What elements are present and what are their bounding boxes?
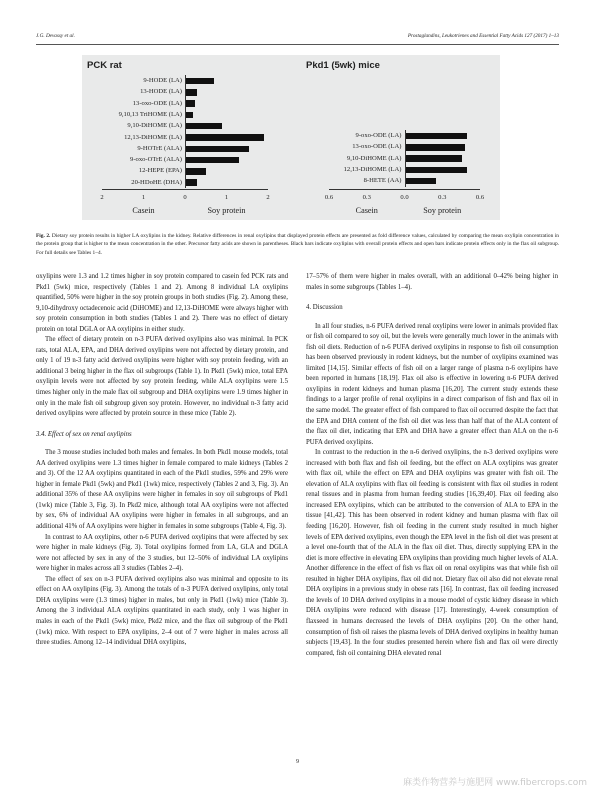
panel-title-pck: PCK rat (87, 60, 122, 71)
category-label: 13-oxo-ODE (LA) (352, 143, 402, 151)
category-label: 20-HDoHE (DHA) (131, 178, 182, 186)
paragraph: In all four studies, n-6 PUFA derived renal oxylipins were lower in animals provided flax or fish oil compared to soy oil, but the levels were generally much lower in the animals with fish oil diets. Reduction of n-6 PUFA derived oxylipins in response to fish oil consumption has been observed previously in rodent kidneys, but the number of oxylipins examined was limited [14,15]. Similar effects of fish oil on a larger range of plasma n-6 oxylipins have been reported in humans [18,19]. Flax oil also is effective in lowering n-6 PUFA derived oxylipins in rodent kidneys and human plasma [16,20]. The current study extends these findings to a larger profile of renal oxylipins in a direct comparison of fish and flax oil in the same model. The greater effect of fish compared to flax oil occurred despite the fact that the EPA and DHA content of the fish oil diet was less than half that of the ALA content of the flax oil diet, indicating that EPA and DHA have a greater effect than ALA on the n-6 PUFA derived oxylipins. (306, 322, 558, 446)
paragraph: The 3 mouse studies included both males and females. In both Pkd1 mouse models, total AA derived oxylipins were 1.3 times higher in female compared to male kidneys (Tables 2 and 3). Of the 12 AA oxylipins quantitated in each of the Pkd1 studies, 59% and 29% were higher in female Pkd1 (5wk) and Pkd1 (1wk) mice, respectively (Tables 2 and 3, Fig. 3). An additional 35% of these AA oxylipins were higher in females in soy oil subgroups of Pkd1 (1wk) mice (Table 3, Fig. 3). In Pkd2 mice, although total AA oxylipins were not affected by sex, 6% of individual AA oxylipins were higher in females in all subgroups, and an additional 41% of AA oxylipins were higher in females in some subgroups (Table 4, Fig. 3). (36, 449, 288, 531)
paragraph: The effect of dietary protein on n-3 PUFA derived oxylipins also was minimal. In PCK rats, total ALA, EPA, and DHA derived oxylipins were not affected by dietary protein, and only 1 of 19 n-3 fatty acid derived oxylipins were higher with soy protein feeding, with an additional 3 being higher in the flax oil subgroups (Table 1). In Pkd1 (5wk) mice, total EPA oxylipin levels were not affected by soy protein feeding, while ALA oxylipins were 1.5 times higher only in the male flax oil subgroup and DHA oxylipins were 1.9 times higher in only in the male fish oil subgroup given soy protein. However, no individual n-3 fatty acid derived oxylipins were affected by protein source in these mice (Table 2). (36, 336, 288, 418)
x-tick-label: 1 (141, 194, 146, 201)
page-number: 9 (296, 759, 299, 765)
caption-label: Fig. 2. (36, 233, 51, 239)
running-header-authors: J.G. Devassy et al. (36, 33, 75, 39)
x-tick-label: 0.3 (438, 194, 447, 201)
paragraph: In contrast to the reduction in the n-6 derived oxylipins, the n-3 derived oxylipins were increased with both flax and fish oil feeding, but the effect on ALA oxylipins was greater with flax oil, while the effect on EPA and DHA oxylipins was greater with fish oil. The elevation of ALA oxylipins with flax oil feeding is consistent with flax oil studies in rodent renal tissues and in plasma from human feeding studies [16,39,40]. Flax oil feeding also increased EPA oxylipins, which can be attributed to the conversion of ALA to EPA in the tissue [41,42]. This has been observed in rodent kidney and human plasma with flax oil feeding [16,20]. However, fish oil feeding in the current study resulted in much higher levels of EPA derived oxylipins, even though the EPA level in the fish oil diet was present at a level one-fourth that of the ALA in the flax oil diet. Thus, directly supplying EPA in the diet is more effective in elevating EPA oxylipins than providing much higher levels of ALA. Another difference in the effect of fish vs flax oil on renal oxylipins was that while fish oil resulted in higher DHA oxylipins, flax oil did not. Dietary flax oil also did not elevate renal DHA oxylipins in a previous study in obese rats [16]. In contrast, flax oil feeding increased the levels of 10 DHA derived oxylipins in a mouse model of cystic kidney disease in which DHA oxylipins were reduced with disease [17]. Interestingly, 4-week consumption of flaxseed in humans decreased the levels of DHA oxylipins [20]. On the other hand, consumption of fish oil raises the plasma levels of DHA derived oxylipins in healthy human subjects [19,43]. In the four studies presented herein where fish and flax oil were directly compared, fish oil containing DHA elevated renal (306, 449, 558, 657)
data-bar (405, 167, 468, 174)
zero-axis-line (185, 75, 186, 188)
section-heading: 3.4. Effect of sex on renal oxylipins (36, 430, 132, 438)
watermark: 麻类作物营养与施肥网 www.fibercrops.com (403, 778, 587, 788)
category-label: 9-oxo-ODE (LA) (355, 132, 402, 139)
data-bar (185, 78, 214, 85)
figure-2 (82, 55, 500, 220)
data-bar (185, 157, 239, 164)
x-group-label: Soy protein (423, 206, 462, 215)
data-bar (405, 178, 436, 185)
zero-axis-line (405, 130, 406, 187)
data-bar (185, 112, 193, 119)
data-bar (185, 89, 197, 96)
category-label: 9-oxo-OTrE (ALA) (130, 156, 182, 164)
x-group-label: Soy protein (207, 206, 246, 215)
x-tick-label: 0.6 (475, 194, 485, 201)
right-column (306, 272, 558, 659)
data-bar (405, 133, 468, 140)
panel-title-pkd1: Pkd1 (5wk) mice (306, 60, 380, 71)
category-label: 9-HODE (LA) (143, 77, 182, 84)
category-label: 12-HEPE (EPA) (138, 167, 182, 175)
data-bar (405, 155, 463, 162)
data-bar (185, 179, 197, 186)
category-label: 9,10,13 TriHOME (LA) (118, 110, 182, 118)
left-column (36, 272, 288, 649)
category-label: 8-HETE (AA) (363, 177, 402, 185)
running-header-journal: Prostaglandins, Leukotrienes and Essential Fatty Acids 127 (2017) 1–13 (407, 33, 559, 39)
x-axis-line (102, 189, 268, 190)
data-bar (185, 146, 249, 153)
header-rule (36, 44, 559, 45)
paragraph: oxylipins were 1.3 and 1.2 times higher in soy protein compared to casein fed PCK rats and Pkd1 (5wk) mice, respectively (Tables 1 and 2). Among 8 individual LA oxylipins quantified, 50% were higher in the soy protein groups in both studies (Fig. 2). Among these, 9,10-dihydroxy octadecenoic acid (DiHOME) and 12,13-DiHOME were always higher with soy protein consumption in both studies (Tables 1 and 2). There was no effect of dietary protein on total DGLA or AA oxylipins in either study. (36, 273, 288, 333)
x-group-label: Casein (355, 206, 378, 215)
paragraph: 17–57% of them were higher in males overall, with an additional 0–42% being higher in males in some subgroups (Tables 1–4). (306, 273, 558, 291)
category-label: 12,13-DiHOME (LA) (124, 133, 182, 141)
paragraph: The effect of sex on n-3 PUFA derived oxylipins also was minimal and opposite to its effect on AA oxylipins (Fig. 3). Among the totals of n-3 PUFA derived oxylipins, only total DHA oxylipins were (1.3 times) higher in males, but only in Pkd1 (1wk) mice (Table 3). Among the 3 individual ALA oxylipins quantitated in each study, only 1 was higher in males in each of the Pkd1 (5wk) mice, Pkd2 mice, and the flax oil subgroup of the Pkd1 (1wk) mice. With respect to EPA oxylipins, 2–4 out of 7 were higher in males across all three studies. Among 12–14 individual DHA oxylipins, (36, 575, 288, 647)
x-tick-label: 1 (224, 194, 229, 201)
data-bar (185, 100, 195, 107)
data-bar (185, 168, 206, 175)
section-heading: 4. Discussion (306, 304, 343, 312)
data-bar (185, 123, 222, 130)
x-axis-line (329, 189, 480, 190)
caption-text: Dietary soy protein results in higher LA oxylipins in the kidney. Relative differences in renal oxylipins that displayed protein effects are presented as fold difference values, calculated by comparing the mean oxylipin concentration in the protein group that is higher to the mean concentration in the other. Precursor fatty acids are shown in parentheses. Black bars indicate oxylipins with overall protein effects and open bars indicate protein effects only in the flax oil subgroup. For full details see Tables 1–4. (36, 233, 559, 256)
category-label: 9,10-DiHOME (LA) (346, 154, 402, 162)
category-label: 13-oxo-ODE (LA) (132, 99, 182, 107)
category-label: 9,10-DiHOME (LA) (127, 122, 182, 130)
x-tick-label: 0.6 (324, 194, 334, 201)
data-bar (405, 144, 465, 151)
category-label: 9-HOTrE (ALA) (137, 144, 182, 152)
figure-caption (36, 232, 559, 257)
category-label: 12,13-DiHOME (LA) (343, 165, 402, 173)
paragraph: In contrast to AA oxylipins, other n-6 PUFA derived oxylipins that were affected by sex were higher in male kidneys (Fig. 3). Total oxylipins formed from LA, GLA and DGLA were not affected by sex in any of the 3 studies, but 12–50% of individual LA oxylipins were higher in males across all 3 studies (Tables 2–4). (36, 533, 288, 573)
x-group-label: Casein (132, 206, 155, 215)
data-bar (185, 134, 264, 141)
x-tick-label: 0.3 (362, 194, 371, 201)
category-label: 13-HODE (LA) (140, 88, 182, 96)
x-tick-label: 2 (266, 194, 270, 201)
x-tick-label: 0 (183, 194, 187, 201)
x-tick-label: 2 (100, 194, 104, 201)
x-tick-label: 0.0 (400, 194, 409, 201)
